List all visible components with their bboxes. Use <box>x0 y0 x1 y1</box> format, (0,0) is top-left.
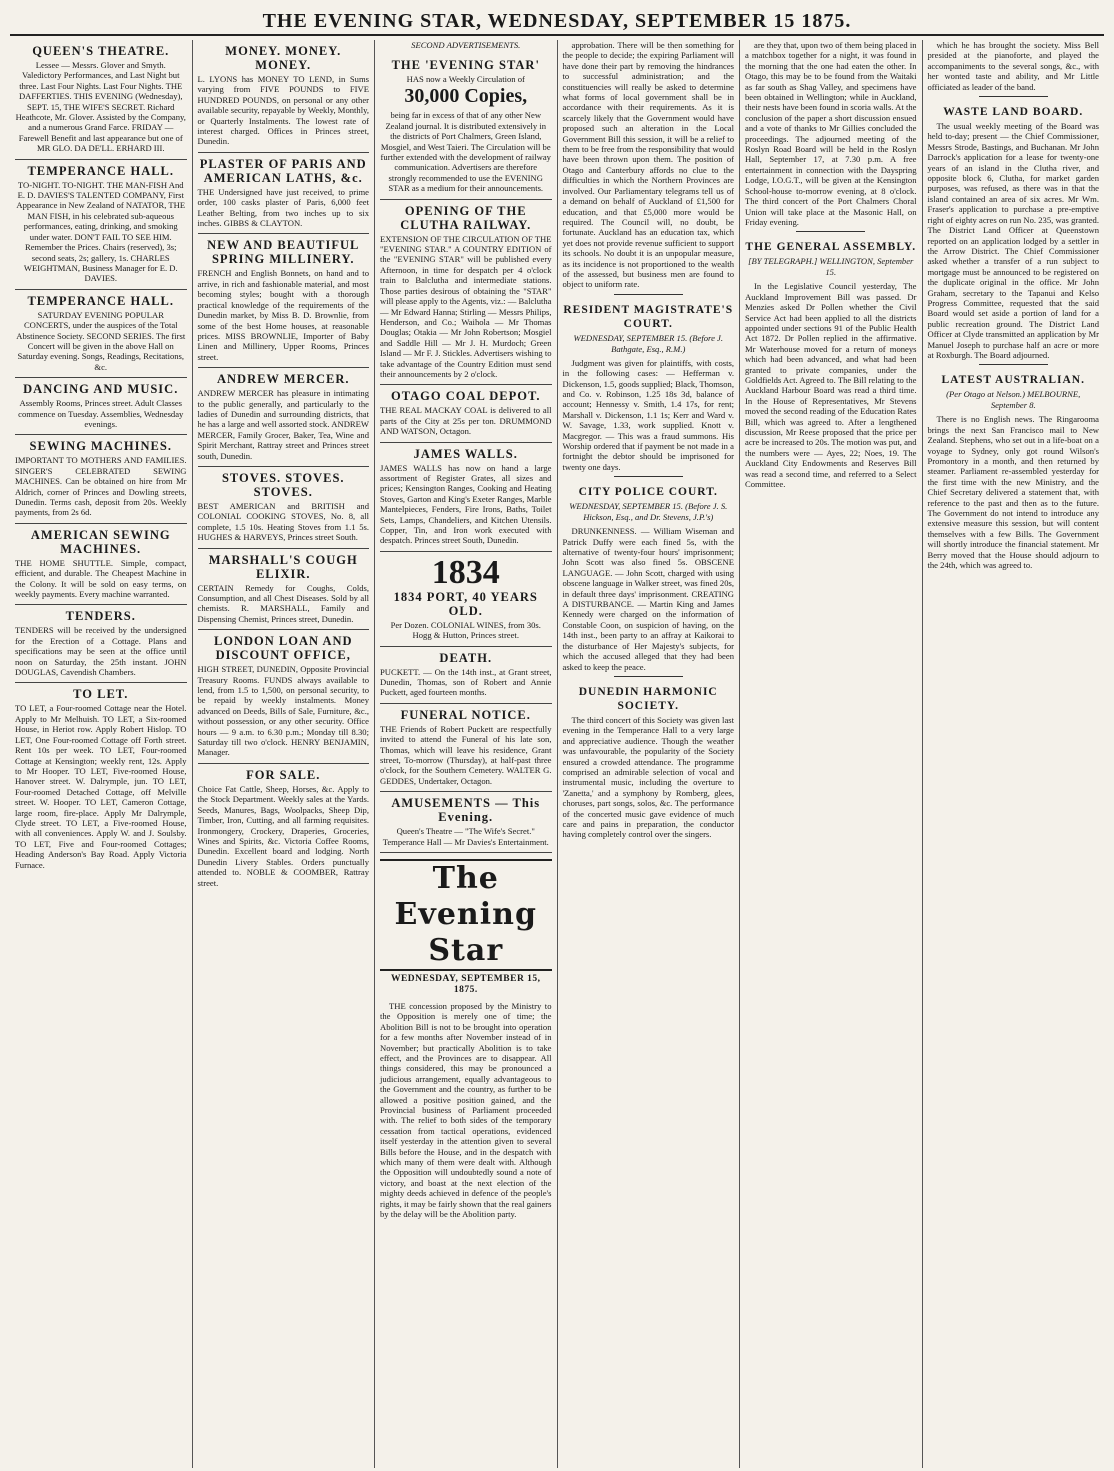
notice-amusements <box>380 792 552 853</box>
notice-death <box>380 647 552 704</box>
ad-title: JAMES WALLS. <box>413 446 518 461</box>
ad-title: NEW AND BEAUTIFUL SPRING MILLINERY. <box>207 238 360 267</box>
section-body: The usual weekly meeting of the Board was held to-day; present — the Chief Commissioner, Messrs Strode, Bastings, and Buchanan. Mr John Darrock's application for a lease for twenty-one years of an island in the Clutha river, and opposite block 6, Clutha, for market garden purposes, was refused, as there was in that the island contained an area of six acres. Mr Wm. Fraser's application to purchase a pre-emptive right of eighty acres on run No. 235, was granted. The District Land Officer at Queenstown reported on an application lodged by a settler in the Arrow District. The Chief Commissioner asked whether a transfer of a run subject to mortgage must be announced to be registered on the duplicate original in the office. Mr John Graham, secretary to the Tapanui and Kelso Progress Committee, requested that the said Board would set aside a portion of land for a public recreation ground. The District Land Officer at Clyde transmitted an application by Mr Manuel Joseph to purchase half an acre or more at Roxburgh. The Board adjourned. <box>927 121 1099 360</box>
divider <box>614 294 683 295</box>
section-label: SECOND ADVERTISEMENTS. <box>411 40 521 50</box>
ad-body-2: being far in excess of that of any other New Zealand journal. It is distributed extensively in the districts of Port Chalmers, Green Island, Mosgiel, and West Taieri. The Circulation will be further extended with the development of railway communication. Advertisers are therefore strongly recommended to use the EVENING STAR as a medium for their announcements. <box>380 110 551 194</box>
section-magistrates-court <box>563 303 735 472</box>
section-police-court <box>563 485 735 672</box>
section-title: RESIDENT MAGISTRATE'S COURT. <box>563 303 734 330</box>
ad-title: SEWING MACHINES. <box>29 439 172 454</box>
ad-title: ANDREW MERCER. <box>216 372 350 387</box>
ad-plaster-of-paris <box>198 153 370 235</box>
section-general-assembly <box>745 240 917 489</box>
ad-title: MONEY. MONEY. MONEY. <box>225 44 342 72</box>
divider <box>614 476 683 477</box>
ad-stoves <box>198 467 370 549</box>
ad-body: Per Dozen. COLONIAL WINES, from 30s. Hogg & Hutton, Princes street. <box>390 619 541 641</box>
column-6 <box>923 40 1105 1468</box>
ad-james-walls <box>380 443 552 552</box>
ad-body: EXTENSION OF THE CIRCULATION OF THE "EVENING STAR." A COUNTRY EDITION of the "EVENING STAR" will be published every Afternoon, in time for despatch per 4 o'clock train to Balclutha and intermediate stations. Those parties desirous of obtaining the "STAR" will please apply to the Agents, viz.: — Balclutha — Mr Edward Hanna; Stirling — Messrs Philips, Henderson, and Co.; Waihola — Mr Thomas Douglas; Otakia — Mr John Robertson; Mosgiel and Saddle Hill — Mr J. H. Murdoch; Green Island — Mr F. J. Stickles. Advertisers wishing to take advantage of the Country Edition must send their announcements by 2 o'clock. <box>380 233 552 379</box>
ad-title: DEATH. <box>439 650 493 665</box>
ad-coal-depot <box>380 385 552 442</box>
ad-money <box>198 40 370 153</box>
ad-body: ANDREW MERCER has pleasure in intimating to the public generally, and particularly to the ladies of Dunedin and surrounding districts, that he has a large and well assorted stock. ANDREW MERCER, Family Grocer, Baker, Tea, Wine and Spirit Merchant, Rattray street and Princes street south, Dunedin. <box>197 388 369 461</box>
column-3 <box>375 40 558 1468</box>
ad-evening-star-circulation <box>380 54 552 200</box>
section-title: DUNEDIN HARMONIC SOCIETY. <box>578 685 718 712</box>
notice-funeral <box>380 704 552 792</box>
ad-clutha-railway <box>380 200 552 386</box>
ad-body: THE Friends of Robert Puckett are respectfully invited to attend the Funeral of his late son, Thomas, which will leave his residence, Grant street, To-morrow (Thursday), at half-past three o'clock, for the Southern Cemetery. WALTER G. GEDDES, Undertaker, Octagon. <box>380 723 552 786</box>
ad-temperance-hall-manfish <box>15 160 187 290</box>
section-body: The third concert of this Society was given last evening in the Temperance Hall to a very large and appreciative audience. Though the weather was unfavourable, the popularity of the Society ensured a crowded attendance. The programme comprised an admirable selection of vocal and instrumental music, including the overture to 'Zanetta,' and a symphony by Romberg, glees, choruses, part songs, solos, &c. The performance of the concerted music gave evidence of much care and pains in preparation, the conductor having completely control over the singers. <box>562 714 734 840</box>
ad-title: 1834 PORT, 40 YEARS OLD. <box>393 589 538 618</box>
ad-title: FOR SALE. <box>246 767 321 782</box>
ad-tenders <box>15 605 187 683</box>
ad-for-sale <box>198 764 370 893</box>
ad-title: FUNERAL NOTICE. <box>400 707 531 722</box>
ad-body: Lessee — Messrs. Glover and Smyth. Valedictory Performances, and Last Night but three. Last Four Nights. Last Four Nights. THE DAFFERTIES. THIS EVENING (Wednesday), SEPT. 15, THE WIFE'S SECRET. Richard Heathcote, Mr. Glover. Assisted by the Company, and a numerous Grand Farce. FRIDAY — Farewell Benefit and last appearance but one of MR GLO. DA DE'LL. ERHARD III. <box>15 60 186 154</box>
ad-title: QUEEN'S THEATRE. <box>32 44 170 58</box>
ad-body: HIGH STREET, DUNEDIN, Opposite Provincial Treasury Rooms. FUNDS always available to lend, from 1.5 to 1,500, on personal security, to be repaid by weekly instalments. Money advanced on Deeds, Bills of Sale, Furniture, &c., without possession, or any other security. Office hours — 9 a.m. to 6.30 p.m.; Monday till 8.30; Saturday till two o'clock. HENRY BENJAMIN, Manager. <box>197 664 369 758</box>
port-year: 1834 <box>431 553 500 591</box>
ad-body: THE REAL MACKAY COAL is delivered to all parts of the City at 25s per ton. DRUMMOND AND WATSON, Octagon. <box>380 405 552 437</box>
section-subtitle: WEDNESDAY, SEPTEMBER 15. (Before J. S. Hickson, Esq., and Dr. Stevens, J.P.'s) <box>569 501 728 523</box>
section-title: CITY POLICE COURT. <box>578 486 718 499</box>
section-title: WASTE LAND BOARD. <box>943 106 1084 119</box>
dateline: WEDNESDAY, SEPTEMBER 15, 1875. <box>390 974 541 995</box>
ad-title: TEMPERANCE HALL. <box>27 163 175 178</box>
ad-body: HAS now a Weekly Circulation of <box>406 74 525 84</box>
divider <box>979 364 1048 365</box>
ad-body: BEST AMERICAN and BRITISH and COLONIAL COOKING STOVES, No. 8, all complete, 1.5 10s. Heating Stoves from 1.1 5s. HUGHES & HARVEYS, Princes street South. <box>197 500 369 543</box>
ad-title: PLASTER OF PARIS AND AMERICAN LATHS, &c. <box>199 156 367 185</box>
section-body: Judgment was given for plaintiffs, with costs, in the following cases: — Hefferman v. Dickenson, 1.5, goods supplied; Black, Thomson, and Co. v. Robinson, 1.25 18s 3d, balance of account; Hennessy v. Smith, 1.4 17s, for rent; Marshall v. Dickenson, 1.1 1s; Kerr and Ward v. W. Savage, 1.33, work supplied. Knott v. Macgregor. — This was a fraud summons. His Worship ordered that if payment be not made in a fortnight the debtor should be imprisoned for twenty one days. <box>562 357 734 472</box>
ad-sewing-machines <box>15 435 187 523</box>
news-paragraphs: are they that, upon two of them being placed in a matchbox together for a night, it was found in the morning that the one had eaten the other. In Otago, this may be to be found from the Waitaki as far south as Shag Valley, and specimens have been obtained in Wellington; while in Auckland, their nests have been found in scoria walls. At the conclusion of the paper a short discussion ensued and a vote of thanks to Mr Gillies concluded the proceedings. The adjourned meeting of the Roslyn Road Board will be held in the Roslyn Hall, September 17, at 7.30 p.m. A free entertainment in connection with the Dayspring Lodge, I.O.G.T., will be given at the Kensington School-house to-morrow evening, at 8 o'clock. The third concert of the Port Chalmers Choral Union will take place at the Masonic Hall, on Friday evening. <box>745 40 917 227</box>
ad-title: AMUSEMENTS — This Evening. <box>391 796 541 825</box>
section-subtitle: (Per Otago at Nelson.) MELBOURNE, September 8. <box>946 389 1081 411</box>
ad-body: TO LET, a Four-roomed Cottage near the Hotel. Apply to Mr Melhuish. TO LET, a Six-roomed House, in Heriot row. Apply Robert Hislop. TO LET, One Four-roomed Cottage off Forth street. Rent 10s per week. TO LET, Four-roomed Cottage at Kensington; weekly rent, 12s. Apply to Mr Hooper. TO LET, Five-roomed House, Hanover street. W. Dalrymple, jun. TO LET, Four-roomed Detached Cottage, off Melville street. W. Hooper. TO LET, Cameron Cottage, large room, fire-place. Apply Mr Dalrymple, Clyde street. TO LET, a Five-roomed House, with all conveniences. Apply W. and J. Soulsby. TO LET, Five and Four-roomed Cottages; Heading Anderson's Bay Road. Apply Victoria Furnace. <box>15 703 187 870</box>
column-2 <box>193 40 376 1468</box>
circulation-figure: 30,000 Copies, <box>404 85 528 108</box>
ad-body: FRENCH and English Bonnets, on hand and to arrive, in rich and fashionable material, and most becoming styles; bought with a thorough practical knowledge of the requirements of the Dunedin market, by Miss B. D. Brownlie, from some of the best Home houses, at reasonable prices. MISS BROWNLIE, Importer of Baby Linen and Millinery, Upper Rooms, Princes street. <box>197 268 369 362</box>
section-latest-australian <box>928 373 1100 570</box>
ad-body: TO-NIGHT. TO-NIGHT. THE MAN-FISH And E. D. DAVIES'S TALENTED COMPANY, First Appearance in New Zealand of NATATOR, THE MAN FISH, in his celebrated sub-aqueous performances, eating, drinking, and smoking under water. DON'T FAIL TO SEE HIM. Remember the Prices. Chairs (reserved), 3s; second seats, 2s; gallery, 1s. CHARLES WEIGHTMAN, Business Manager for E. D. DAVIES. <box>16 179 186 284</box>
ad-body: SATURDAY EVENING POPULAR CONCERTS, under the auspices of the Total Abstinence Society. SECOND SERIES. The first Concert will be given in the above Hall on Saturday evening. Songs, Readings, Recitations, &c. <box>16 309 186 372</box>
section-body: DRUNKENNESS. — William Wiseman and Patrick Duffy were each fined 5s, with the alternative of twenty-four hours' imprisonment; John Scott was also fined 5s. OBSCENE LANGUAGE. — John Scott, charged with using obscene language in Walker street, was fined 20s, in default three days' imprisonment. CREATING A DISTURBANCE. — Martin King and James Kennedy were charged on the information of Constable Coon, on suspicion of having, on the 14th inst., been party to an affray at Kaikorai to the disturbance of Her Majesty's subjects, for which the accused alleged that they had been asked to keep the peace. <box>562 526 734 672</box>
ad-body: CERTAIN Remedy for Coughs, Colds, Consumption, and all Chest Diseases. Sold by all chemists. R. MARSHALL, Family and Dispensing Chemist, Princes street, Dunedin. <box>197 582 369 624</box>
ad-to-let <box>15 683 187 875</box>
ad-title: TO LET. <box>73 687 129 702</box>
ad-title: TENDERS. <box>65 609 136 624</box>
ad-body: PUCKETT. — On the 14th inst., at Grant street, Dunedin, Thomas, son of Robert and Annie Puckett, aged fourteen months. <box>380 666 552 698</box>
column-5 <box>740 40 923 1468</box>
ad-port-wine <box>380 552 552 647</box>
column-4 <box>558 40 741 1468</box>
ad-body: THE HOME SHUTTLE. Simple, compact, efficient, and durable. The Cheapest Machine in the Colony. It will be sold on easy terms, on weekly payments. Every machine warranted. <box>15 557 187 600</box>
divider <box>796 231 865 232</box>
ad-body: THE Undersigned have just received, to prime order, 100 casks plaster of Paris, 6,000 feet Leather Belting, from two inches up to six inches. GIBBS & CLAYTON. <box>197 186 369 229</box>
ad-title: MARSHALL'S COUGH ELIXIR. <box>208 552 358 581</box>
paper-title: The Evening Star <box>380 859 552 971</box>
section-body: In the Legislative Council yesterday, The Auckland Improvement Bill was passed. Dr Menzies asked Dr Pollen whether the Civil Service Act had been applied to all the districts appointed under sections 91 of the Public Health Act 1872. Dr Pollen replied in the affirmative. Mr Waterhouse moved for a return of moneys which had been advanced, and what had been granted to private companies, under the Goldfields Act. Agreed to. The Bill relating to the Auckland Harbour Board was read a third time. In the House of Representatives, Mr Stevens moved the second reading of the Education Rates Bill, which was agreed to. After a lengthened discussion, Mr Reese proposed that the price per acre be increased to 20s. The motion was put, and the numbers were — Ayes, 22; Noes, 19. The Auckland City Endowments and Reserves Bill was read a second time, and referred to a Select Committee. <box>745 281 917 490</box>
ad-body: JAMES WALLS has now on hand a large assortment of Register Grates, all sizes and prices; Kensington Ranges, Cooking and Heating Stoves, Garton and King's Exeter Ranges, Marble Mantelpieces, Fenders, Fire Irons, Baths, Toilet Sets, Lamps, Chandeliers, and Kitchen Utensils. Copper, Tin, and Iron work executed with despatch. Princes street South, Dunedin. <box>380 462 552 546</box>
ad-loan-office <box>198 630 370 764</box>
section-title: LATEST AUSTRALIAN. <box>941 374 1085 387</box>
ad-title: TEMPERANCE HALL. <box>27 293 175 308</box>
ad-andrew-mercer <box>198 368 370 467</box>
ad-title: OPENING OF THE CLUTHA RAILWAY. <box>400 203 532 232</box>
ad-title: LONDON LOAN AND DISCOUNT OFFICE, <box>213 634 353 663</box>
ad-cough-elixir <box>198 549 370 631</box>
masthead: THE EVENING STAR, WEDNESDAY, SEPTEMBER 15 1875. <box>10 8 1104 36</box>
news-paragraphs: which he has brought the society. Miss Bell presided at the pianoforte, and played the accompaniments to the several songs, &c., with her wonted taste and ability, and Mr Little officiated as leader of the band. <box>927 40 1099 92</box>
ad-title: THE 'EVENING STAR' <box>391 58 540 72</box>
ad-body: Queen's Theatre — "The Wife's Secret." Temperance Hall — Mr Davies's Entertainment. <box>382 826 549 847</box>
section-harmonic-society <box>563 685 735 840</box>
divider <box>614 676 683 677</box>
ad-title: DANCING AND MUSIC. <box>23 382 179 397</box>
ad-body: IMPORTANT TO MOTHERS AND FAMILIES. SINGER'S CELEBRATED SEWING MACHINES. Can be obtained on hire from Mr Aldrich, corner of Princes and Dowling streets, Dunedin. Terms cash, deposit from 20s. Weekly payments, from 2s 6d. <box>15 455 187 518</box>
ad-temperance-hall-concerts <box>15 290 187 378</box>
ad-queens-theatre <box>15 40 187 160</box>
section-body: There is no English news. The Ringarooma brings the next San Francisco mail to New Zealand. Stephens, who set out in a life-boat on a voyage to Sydney, only got round Wilson's Promontory in a month, and then returned by steamer. Parliament re-assembled yesterday for the first time with the new Ministry, and the Chief Secretary delivered a statement that, with reference to the past and then as to the future. The Government do not intend to introduce any extensive measure this session, but will content themselves with a few Bills. The Government will shortly introduce the financial statement. Mr Berry moved that the House should adjourn to the 24th, which was agreed to. <box>927 414 1099 571</box>
section-title: THE GENERAL ASSEMBLY. <box>745 241 917 254</box>
leader-article: THE concession proposed by the Ministry to the Opposition is merely one of time; the Abolition Bill is not to be brought into operation for a few months after November instead of in November; but practically Abolition is to take effect, and the Provinces are to disappear. All things considered, this may be pronounced a judicious arrangement, equally advantageous to the Government and the country, as further to be allowed a positive position gained, and the Provincial business of Parliament proceeded with. The relief to both sides of the temporary cessation from tactical operations, evidenced itself yesterday in the attention given to several Bills before the House, and in the despatch with which many of them were dealt with. Although the Opposition will undoubtedly sound a note of victory, and boast at the next election of the mighty deeds achieved in defence of the people's rights, it may be fairly shown that the real gainers by the delay will be the Abolition party. <box>380 1000 552 1220</box>
columns <box>10 40 1104 1468</box>
ad-body: TENDERS will be received by the undersigned for the Erection of a Cottage. Plans and specifications may be seen at the office until noon on Saturday, the 25th instant. JOHN DOUGLAS, Cavendish Chambers. <box>15 625 187 678</box>
section-subtitle: [BY TELEGRAPH.] WELLINGTON, September 15. <box>748 256 914 278</box>
section-waste-land-board <box>928 105 1100 360</box>
ad-american-sewing-machines <box>15 524 187 606</box>
ad-body: Choice Fat Cattle, Sheep, Horses, &c. Apply to the Stock Department. Weekly sales at the Yards. Seeds, Manures, Bags, Woolpacks, Sheep Dip, Timber, Iron, Cutting, and all farming requisites. Ironmongery, Crockery, Draperies, Groceries, Wines and Spirits, &c. Victoria Coffee Rooms, Dunedin. Excellent board and lodging. North Dunedin Livery Stables. Orders punctually attended to. NOBLE & COOMBER, Rattray street. <box>197 783 369 888</box>
section-subtitle: WEDNESDAY, SEPTEMBER 15. (Before J. Bathgate, Esq., R.M.) <box>573 332 723 354</box>
divider <box>979 96 1048 97</box>
ad-dancing <box>15 378 187 435</box>
ad-millinery <box>198 234 370 368</box>
ad-title: OTAGO COAL DEPOT. <box>390 389 541 404</box>
ad-body: Assembly Rooms, Princes street. Adult Classes commence on Tuesday. Assemblies, Wednesday evenings. <box>18 398 184 429</box>
column-1 <box>10 40 193 1468</box>
ad-title: STOVES. STOVES. STOVES. <box>221 470 345 499</box>
ad-body: L. LYONS has MONEY TO LEND, in Sums varying from FIVE POUNDS to FIVE HUNDRED POUNDS, on personal or any other available security, repayable by Weekly, Monthly, or Quarterly Instalments. The lowest rate of interest charged. Offices in Princes street, Dunedin. <box>197 74 369 147</box>
ad-title: AMERICAN SEWING MACHINES. <box>30 527 171 556</box>
leader-continued: approbation. There will be then something for the people to decide; the expiring Parliament will have done their part by removing the hindrances to successful administration; and the constituencies will really be asked to determine what forms of local government shall be in accordance with their requirements. As it is scarcely likely that the Government would have proposed such an alteration in the Local Government Bill this session, it will be a relief to them to be free from the responsibility that would have been thrown upon them. The position of Otago and Canterbury affords no clue to the difficulties in which the Northern Provinces are involved. Our Parliamentary telegrams tell us of a demand on behalf of Auckland of £1,500 for education, and that £5,000 more would be required. The Council will, no doubt, be fortunate. Auckland has an education tax, which yet does not provide revenue sufficient to support its schools. No doubt it is an unpopular measure, as its incidence is not proportioned to the wealth of the assessed, but business men are found to object to uniform rate. <box>562 40 734 290</box>
